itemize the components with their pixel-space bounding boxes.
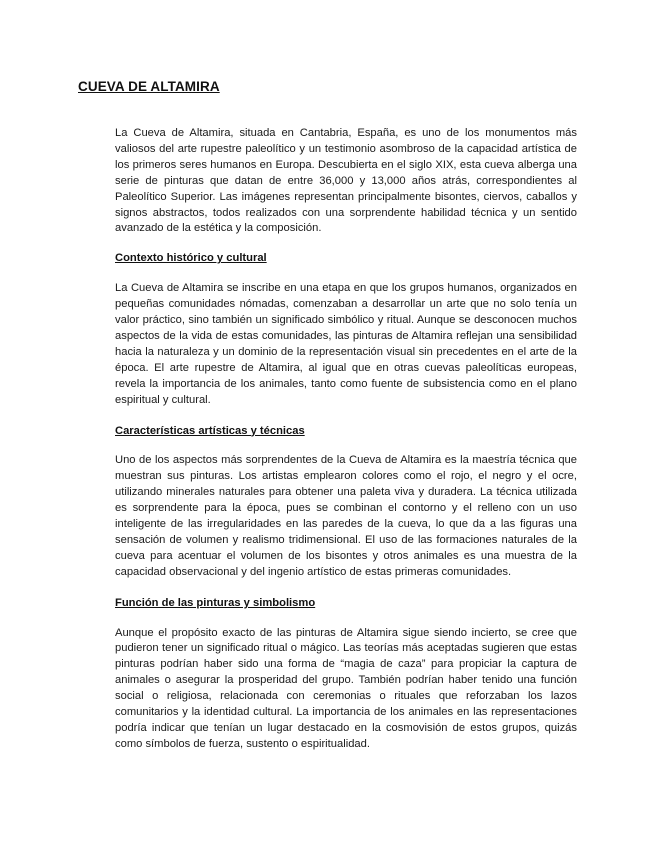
section-function-symbolism <box>115 596 577 753</box>
section-heading: Función de las pinturas y simbolismo <box>115 596 316 609</box>
section-paragraph: Aunque el propósito exacto de las pinturas de Altamira sigue siendo incierto, se cree que pudieron tener un significado ritual o mágico. Las teorías más aceptadas sugieren que estas pinturas podrían haber sido una forma de “magia de caza” para propiciar la captura de animales o asegurar la prosperidad del grupo. También podrían haber tenido una función social o religiosa, relacionada con ceremonias o rituales que reforzaban los lazos comunitarios y la identidad cultural. La importancia de los animales en las representaciones podría indicar que tenían un lugar destacado en la cosmovisión de estos grupos, quizás como símbolos de fuerza, sustento o espiritualidad. <box>115 626 577 750</box>
document-body <box>115 126 577 753</box>
section-artistic-characteristics <box>115 424 577 581</box>
section-heading: Características artísticas y técnicas <box>115 424 305 437</box>
document-title: CUEVA DE ALTAMIRA <box>78 79 220 94</box>
section-paragraph: La Cueva de Altamira se inscribe en una etapa en que los grupos humanos, organizados en pequeñas comunidades nómadas, comenzaban a desarrollar un arte que no solo tenía un valor práctico, sino también un significado simbólico y ritual. Aunque se desconocen muchos aspectos de la vida de estas comunidades, las pinturas de Altamira reflejan una sensibilidad hacia la naturaleza y un dominio de la representación visual sin precedentes en el arte de la época. El arte rupestre de Altamira, al igual que en otras cuevas paleolíticas europeas, revela la importancia de los animales, tanto como fuente de subsistencia como en el plano espiritual y cultural. <box>115 282 577 406</box>
section-historical-context <box>115 251 577 408</box>
section-paragraph: Uno de los aspectos más sorprendentes de la Cueva de Altamira es la maestría técnica que muestran sus pinturas. Los artistas emplearon colores como el rojo, el negro y el ocre, utilizando minerales naturales para obtener una paleta viva y duradera. La técnica utilizada es sorprendente para la época, pues se combinan el contorno y el relleno con un uso inteligente de las irregularidades en las paredes de la cueva, lo que da a las figuras una sensación de volumen y realismo tridimensional. El uso de las formaciones naturales de la cueva para acentuar el volumen de los bisontes y otros animales es una muestra de la capacidad observacional y del ingenio artístico de estas primeras comunidades. <box>115 454 577 578</box>
section-heading: Contexto histórico y cultural <box>115 252 267 265</box>
intro-paragraph: La Cueva de Altamira, situada en Cantabria, España, es uno de los monumentos más valiosos del arte rupestre paleolítico y un testimonio asombroso de la capacidad artística de los primeros seres humanos en Europa. Descubierta en el siglo XIX, esta cueva alberga una serie de pinturas que datan de entre 36,000 y 13,000 años atrás, correspondientes al Paleolítico Superior. Las imágenes representan principalmente bisontes, ciervos, caballos y signos abstractos, todos realizados con una sorprendente habilidad técnica y un sentido avanzado de la estética y la composición. <box>115 127 577 235</box>
